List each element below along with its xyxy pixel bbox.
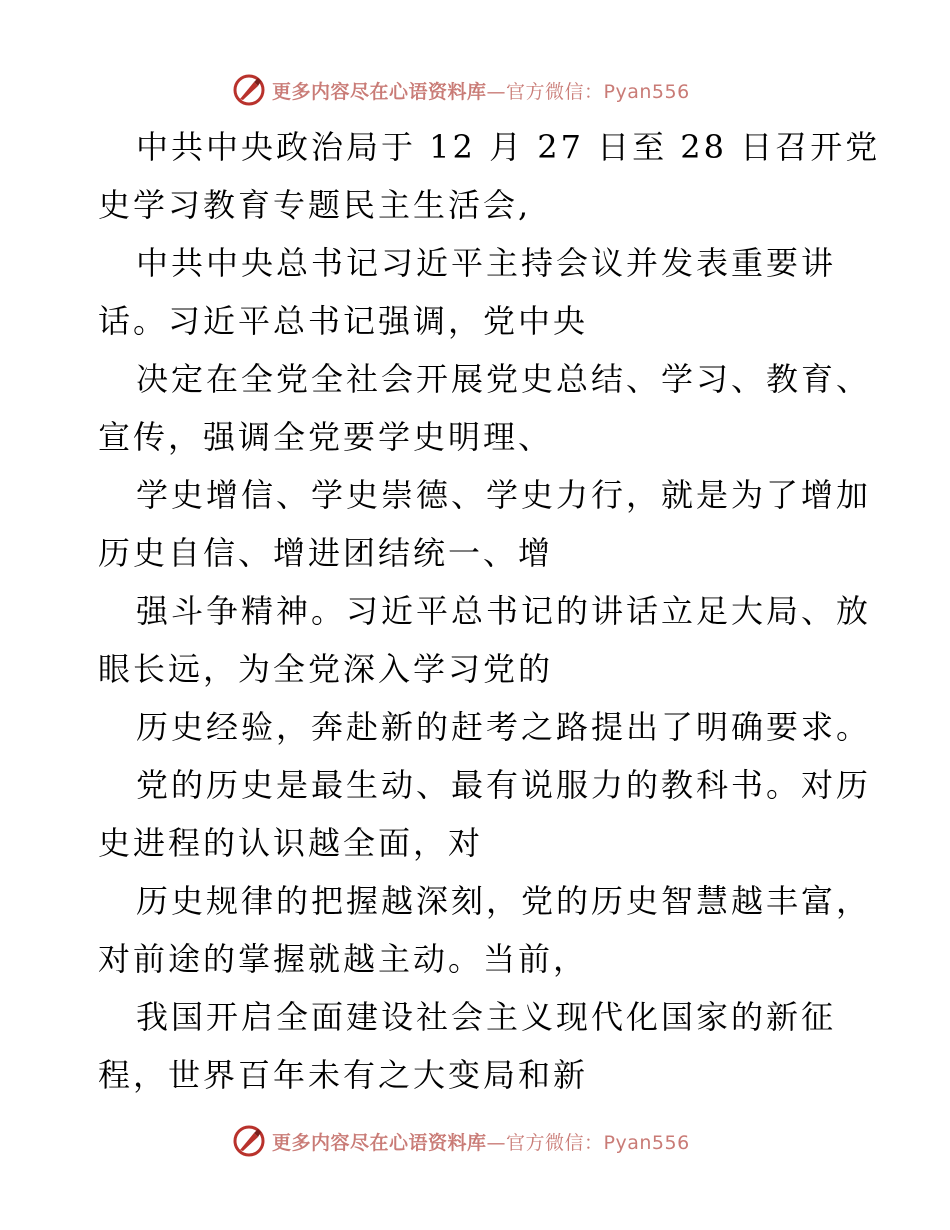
text-line: 强斗争精神。习近平总书记的讲话立足大局、放 <box>136 592 872 630</box>
footer-watermark <box>232 1124 690 1158</box>
text-line: 党的历史是最生动、最有说服力的教科书。对历 <box>136 766 872 804</box>
watermark-lead: 更多内容尽在心语资料库 <box>272 1131 487 1154</box>
watermark-lead: 更多内容尽在心语资料库 <box>272 80 487 103</box>
text-line: 中共中央政治局于 12 月 27 日至 28 日召开党 <box>136 128 881 166</box>
text-line: 历史经验，奔赴新的赶考之路提出了明确要求。 <box>136 708 872 746</box>
text-line: 眼长远，为全党深入学习党的 <box>98 650 554 688</box>
text-line: 决定在全党全社会开展党史总结、学习、教育、 <box>136 360 872 398</box>
text-line: 对前途的掌握就越主动。当前， <box>98 940 589 978</box>
document-body <box>98 118 881 1104</box>
text-line: 历史规律的把握越深刻，党的历史智慧越丰富， <box>136 882 872 920</box>
watermark-text <box>272 1128 690 1155</box>
text-line: 中共中央总书记习近平主持会议并发表重要讲 <box>136 244 837 282</box>
header-watermark <box>232 73 690 107</box>
watermark-dash: — <box>486 1131 507 1154</box>
watermark-contact: 官方微信：Pyan556 <box>506 1131 690 1154</box>
text-line: 程，世界百年未有之大变局和新 <box>98 1056 589 1094</box>
watermark-contact: 官方微信：Pyan556 <box>506 80 690 103</box>
text-line: 历史自信、增进团结统一、增 <box>98 534 554 572</box>
text-line: 我国开启全面建设社会主义现代化国家的新征 <box>136 998 837 1036</box>
text-line: 史学习教育专题民主生活会, <box>98 186 532 224</box>
pen-quill-icon <box>232 1124 266 1158</box>
text-line: 话。习近平总书记强调，党中央 <box>98 302 589 340</box>
pen-quill-icon <box>232 73 266 107</box>
watermark-text <box>272 77 690 104</box>
text-line: 史进程的认识越全面，对 <box>98 824 484 862</box>
text-line: 学史增信、学史崇德、学史力行，就是为了增加 <box>136 476 872 514</box>
watermark-dash: — <box>486 80 507 103</box>
text-line: 宣传，强调全党要学史明理、 <box>98 418 554 456</box>
